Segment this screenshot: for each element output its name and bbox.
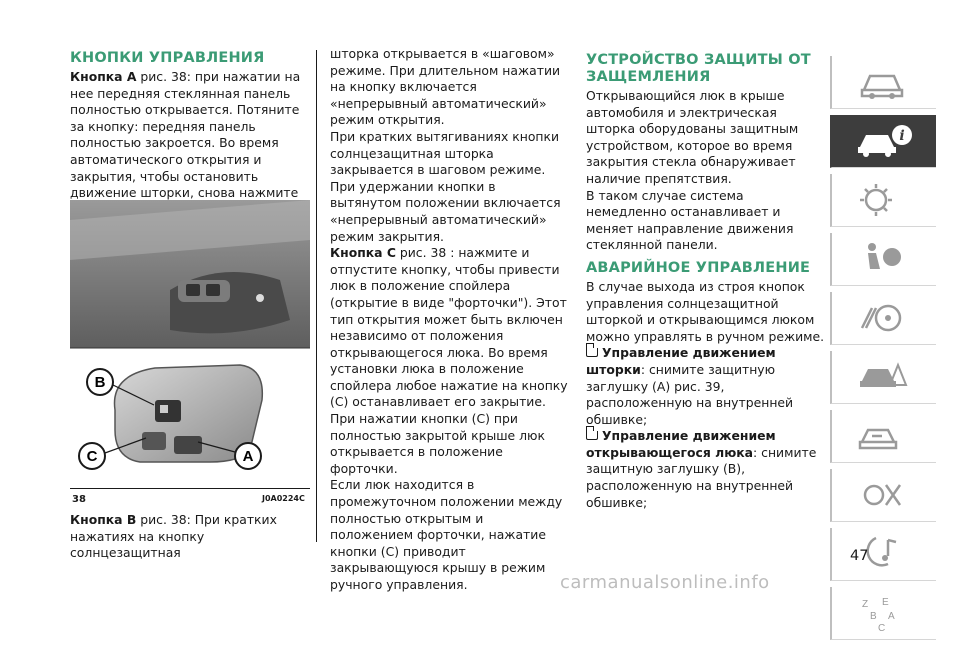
tab-dashboard[interactable] — [830, 56, 936, 109]
tab-car-info[interactable] — [830, 115, 936, 168]
svg-text:i: i — [899, 128, 905, 144]
closeup-button-c — [142, 432, 166, 450]
tab-driving[interactable] — [830, 292, 936, 345]
paragraph-intermediate: Если люк находится в промежуточном положении между полностью открытым и положением форточки, нажатие кнопки (C) приводит закрывающуюся крышу в режим ручного управления. — [330, 477, 563, 592]
column-left — [70, 50, 310, 218]
car-dashboard-icon — [858, 62, 908, 102]
paragraph-step-mode: шторка открывается в «шаговом» режиме. При длительном нажатии на кнопку включается «непрерывный автоматический» режим открытия. — [330, 46, 561, 128]
label-a: A — [242, 448, 254, 465]
warning-lights-icon — [858, 180, 908, 220]
page-number: 47 — [850, 548, 869, 564]
figure-38 — [70, 200, 310, 486]
figure-number: 38 — [72, 494, 86, 505]
roof-console-illustration — [70, 200, 310, 486]
paragraph-hold: При удержании кнопки в вытянутом положении включается «непрерывный автоматический» режим закрытия. — [330, 178, 561, 244]
bullet-sunroof — [586, 428, 826, 511]
paragraph-button-a — [70, 69, 310, 218]
closeup-button-a — [174, 436, 202, 454]
svg-text:Z: Z — [862, 599, 869, 610]
label-c: C — [86, 448, 98, 465]
paragraph-button-c — [330, 245, 568, 477]
airbag-icon — [858, 239, 908, 279]
button-a-title: Кнопка A — [70, 69, 137, 84]
paragraph-reverse: В таком случае система немедленно останавливает и меняет направление движения стеклянной панели. — [586, 187, 794, 253]
maintenance-icon — [858, 416, 908, 456]
figure-code: J0A0224C — [262, 494, 305, 503]
watermark: carmanualsonline.info — [560, 572, 770, 593]
button-c-text: рис. 38 : нажмите и отпустите кнопку, чтобы привести люк в положение спойлера (открытие в виде "форточки"). Этот тип открытия может быть включен независимо от положения открывающегося люка. Во время установки люка в положение спойлера любое нажатие на кнопку (C) останавливает его закрытие. При нажатии кнопки (C) при полностью закрытой крыше люк открывается в положение форточки. — [330, 245, 568, 476]
label-b: B — [94, 374, 106, 391]
bullet-shade-text: : снимите защитную заглушку (A) рис. 39, расположенную на внутренней обшивке; — [586, 361, 794, 427]
bullet-shade-title: Управление движением шторки — [586, 345, 776, 377]
tab-maintenance[interactable] — [830, 410, 936, 463]
button-b-text: рис. 38: При кратких нажатиях на кнопку солнцезащитная — [70, 512, 277, 561]
svg-text:C: C — [878, 623, 886, 633]
paragraph-emergency: В случае выхода из строя кнопок управления солнцезащитной шторкой и открывающимся люком можно управлять в ручном режиме. — [586, 278, 825, 344]
tab-specifications[interactable] — [830, 469, 936, 522]
paragraph-anti-pinch: Открывающийся люк в крыше автомобиля и электрическая шторка оборудованы защитным устройством, которое во время закрытия стекла обнаруживает наличие препятствия. — [586, 88, 799, 186]
alphabet-index-icon — [858, 593, 908, 633]
bullet-shade — [586, 345, 826, 428]
section-heading-anti-pinch: УСТРОЙСТВО ЗАЩИТЫ ОТ ЗАЩЕМЛЕНИЯ — [586, 52, 811, 85]
button-a-text: рис. 38: при нажатии на нее передняя стеклянная панель полностью открывается. Потяните за кнопку: передняя панель полностью закроется. Во время автоматического открытия и закрытия, чтобы остановить движение шторки, снова нажмите — [70, 69, 301, 201]
button-b-title: Кнопка B — [70, 512, 137, 527]
button-c-title: Кнопка C — [330, 245, 396, 261]
section-heading-emergency: АВАРИЙНОЕ УПРАВЛЕНИЕ — [586, 259, 811, 276]
tab-emergency[interactable] — [830, 351, 936, 404]
svg-text:E: E — [882, 597, 889, 608]
car-info-icon — [858, 121, 914, 161]
bullet-sunroof-text: : снимите защитную заглушку (B), расположенную на внутренней обшивке; — [586, 444, 817, 510]
specifications-icon — [858, 475, 908, 515]
breakdown-car-icon — [858, 357, 908, 397]
tab-safety[interactable] — [830, 233, 936, 286]
tools-steering-icon — [858, 298, 908, 338]
chapter-tabs — [830, 56, 934, 646]
svg-text:A: A — [888, 611, 895, 622]
bullet-sunroof-title: Управление движением открывающегося люка — [586, 428, 776, 460]
paragraph-button-b — [70, 512, 310, 562]
tab-warning-lights[interactable] — [830, 174, 936, 227]
column-right — [586, 52, 826, 511]
column-middle — [330, 46, 568, 594]
wrench-bullet-icon — [586, 348, 598, 357]
tab-index[interactable] — [830, 587, 936, 640]
wrench-bullet-icon — [586, 431, 598, 440]
section-heading-buttons: КНОПКИ УПРАВЛЕНИЯ — [70, 50, 265, 66]
svg-text:B: B — [870, 611, 877, 622]
column-divider — [316, 50, 317, 542]
figure-rule — [70, 488, 310, 489]
paragraph-short-pull: При кратких вытягиваниях кнопки солнцезащитная шторка закрывается в шаговом режиме. — [330, 128, 560, 178]
photo-console — [178, 280, 230, 302]
tab-multimedia[interactable] — [830, 528, 936, 581]
